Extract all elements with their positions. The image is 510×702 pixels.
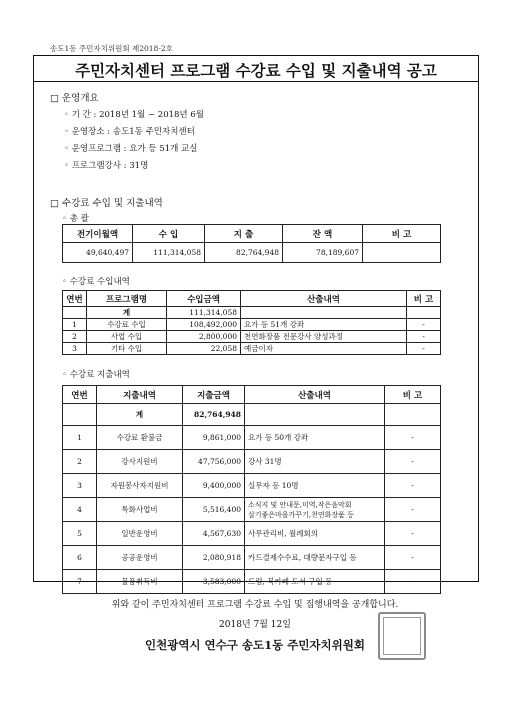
income-header-note: 비 고 bbox=[407, 291, 441, 307]
income-header-detail: 산출내역 bbox=[241, 291, 407, 307]
expense-total-amount: 82,764,948 bbox=[183, 404, 245, 426]
overview-programs: ◦ 운영프로그램 : 요가 등 51개 교실 bbox=[64, 144, 198, 154]
table-row: 3 기타 수입 22,058 예금이자 - bbox=[63, 343, 441, 355]
overview-place: ◦ 운영장소 : 송도1동 주민자치센터 bbox=[64, 127, 195, 137]
document-title: 주민자치센터 프로그램 수강료 수입 및 지출내역 공고 bbox=[75, 61, 437, 80]
expense-header-amount: 지출금액 bbox=[183, 386, 245, 404]
summary-header-balance: 잔 액 bbox=[283, 225, 363, 243]
table-row: 6 공공운영비 2,080,918 카드결제수수료, 대량문자구입 등 - bbox=[63, 546, 441, 570]
expense-header-note: 비 고 bbox=[385, 386, 441, 404]
official-seal bbox=[378, 612, 426, 660]
expense-header-no: 연번 bbox=[63, 386, 97, 404]
finance-heading: □ 수강료 수입 및 지출내역 bbox=[50, 198, 163, 209]
income-table bbox=[62, 290, 441, 355]
income-header-name: 프로그램명 bbox=[87, 291, 167, 307]
income-header-amount: 수입금액 bbox=[167, 291, 241, 307]
table-row: 3 자원봉사자지원비 9,400,000 실무자 등 10명 - bbox=[63, 474, 441, 498]
table-row: 1 수강료 수입 108,492,000 요가 등 51개 강좌 - bbox=[63, 319, 441, 331]
income-total-amount: 111,314,058 bbox=[167, 307, 241, 319]
expense-header-name: 지출내역 bbox=[97, 386, 183, 404]
overview-period: ◦ 기 간 : 2018년 1월 ~ 2018년 6월 bbox=[64, 110, 204, 120]
table-row: 2 강사지원비 47,756,000 강사 31명 - bbox=[63, 450, 441, 474]
summary-header-income: 수 입 bbox=[133, 225, 205, 243]
summary-income: 111,314,058 bbox=[133, 243, 205, 263]
summary-expense: 82,764,948 bbox=[205, 243, 283, 263]
table-row: 5 일반운영비 4,567,630 사무관리비, 월례회의 - bbox=[63, 522, 441, 546]
income-title: ◦ 수강료 수입내역 bbox=[62, 277, 130, 287]
document-number: 송도1동 주민자치위원회 제2018-2호 bbox=[50, 44, 173, 53]
summary-header-expense: 지 출 bbox=[205, 225, 283, 243]
table-row: 2 사업 수입 2,800,000 천연화장품 전문강사 양성과정 - bbox=[63, 331, 441, 343]
seal-inner-border bbox=[383, 617, 421, 655]
summary-carryover: 49,640,497 bbox=[63, 243, 133, 263]
summary-table bbox=[62, 224, 441, 263]
expense-table bbox=[62, 385, 441, 594]
income-total-label: 계 bbox=[87, 307, 167, 319]
footer-note: 위와 같이 주민자치센터 프로그램 수강료 수입 및 집행내역을 공개합니다. bbox=[111, 600, 399, 610]
income-header-no: 연번 bbox=[63, 291, 87, 307]
summary-balance: 78,189,607 bbox=[283, 243, 363, 263]
table-row: 4 특화사업비 5,516,400 소식지 및 안내문,미역,작은음악회 살기좋은마을가꾸기,천연화장품 등 - bbox=[63, 498, 441, 522]
table-row: 7 물품취득비 3,583,000 드럼, 북카페 도서 구입 등 - bbox=[63, 570, 441, 594]
table-row: 1 수강료 환불금 9,861,000 요가 등 50개 강좌 - bbox=[63, 426, 441, 450]
summary-note bbox=[363, 243, 441, 263]
summary-header-note: 비 고 bbox=[363, 225, 441, 243]
expense-title: ◦ 수강료 지출내역 bbox=[62, 370, 130, 380]
overview-heading: □ 운영개요 bbox=[50, 93, 99, 104]
summary-header-carryover: 전기이월액 bbox=[63, 225, 133, 243]
summary-title: ◦ 총 괄 bbox=[62, 214, 89, 224]
expense-total-label: 계 bbox=[97, 404, 183, 426]
footer-date: 2018년 7월 12일 bbox=[219, 620, 291, 630]
expense-header-detail: 산출내역 bbox=[245, 386, 385, 404]
title-box bbox=[33, 55, 479, 82]
footer-org: 인천광역시 연수구 송도1동 주민자치위원회 bbox=[145, 638, 365, 652]
overview-instructors: ◦ 프로그램강사 : 31명 bbox=[64, 161, 149, 171]
